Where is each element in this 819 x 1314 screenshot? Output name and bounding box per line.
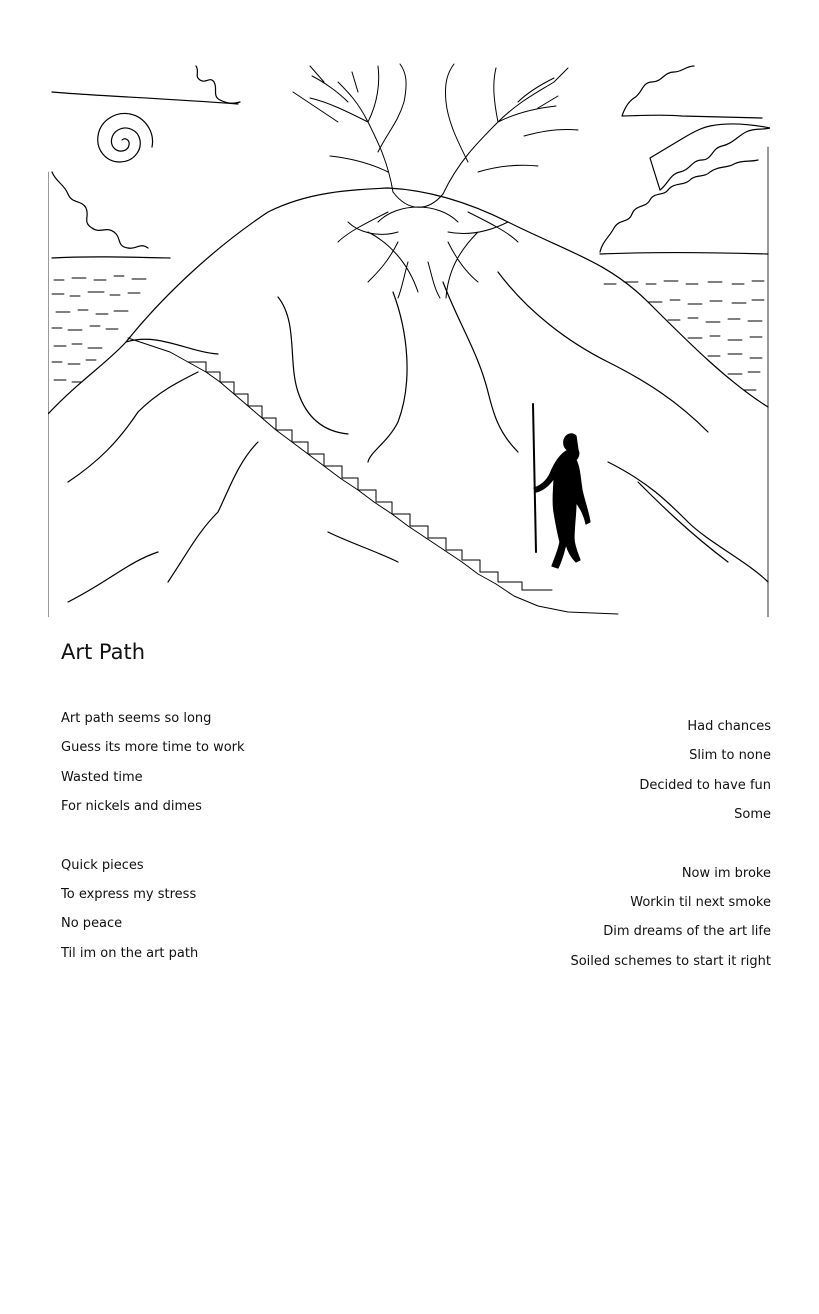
- poem-line: For nickels and dimes: [61, 799, 202, 815]
- stanza: [441, 718, 771, 836]
- poem-line: Wasted time: [61, 769, 143, 785]
- poem-line: Art path seems so long: [61, 711, 212, 726]
- twin-trees: [293, 64, 578, 298]
- poem-line: Slim to none: [689, 748, 771, 764]
- horizon-right: [600, 253, 768, 255]
- sun-spiral-icon: [98, 113, 153, 162]
- cloud-squiggle-right-top: [622, 66, 762, 118]
- stanza: [441, 865, 771, 983]
- mountain-outline: [48, 188, 768, 414]
- cloud-squiggle-left: [52, 172, 148, 248]
- horizon-sky-left: [52, 92, 238, 104]
- stanza-gap: [61, 828, 391, 857]
- poem-line: Workin til next smoke: [630, 894, 771, 910]
- drawing-svg: [48, 62, 770, 617]
- poem-line: Had chances: [687, 719, 771, 734]
- stanza: [61, 710, 391, 828]
- poem-line: No peace: [61, 916, 123, 932]
- poem-line: Til im on the art path: [61, 945, 199, 961]
- stanza: [61, 857, 391, 975]
- poem-title: Art Path: [61, 640, 146, 664]
- poem-line: Quick pieces: [61, 857, 144, 873]
- poem-line: Now im broke: [681, 865, 771, 881]
- poem-line: Dim dreams of the art life: [603, 924, 771, 940]
- poem-line: Some: [734, 807, 771, 823]
- walking-figure: [534, 434, 590, 568]
- cloud-squiggle-top: [196, 66, 240, 103]
- staircase: [128, 338, 618, 614]
- poem-line: To express my stress: [61, 886, 197, 902]
- sea-left: [52, 276, 146, 382]
- illustration-art-path: [48, 62, 770, 617]
- cloud-squiggle-right-mid: [650, 124, 770, 190]
- sea-right: [604, 281, 764, 390]
- poem-left-column: [61, 710, 391, 974]
- poem-line: Decided to have fun: [639, 777, 771, 793]
- poem-right-column: [441, 718, 771, 982]
- walking-staff: [533, 404, 536, 552]
- poem-line: Guess its more time to work: [61, 740, 245, 756]
- cloud-squiggle-right-low: [600, 160, 758, 252]
- poem-line: Soiled schemes to start it right: [570, 953, 771, 969]
- horizon-left: [52, 257, 170, 258]
- stanza-gap: [441, 836, 771, 865]
